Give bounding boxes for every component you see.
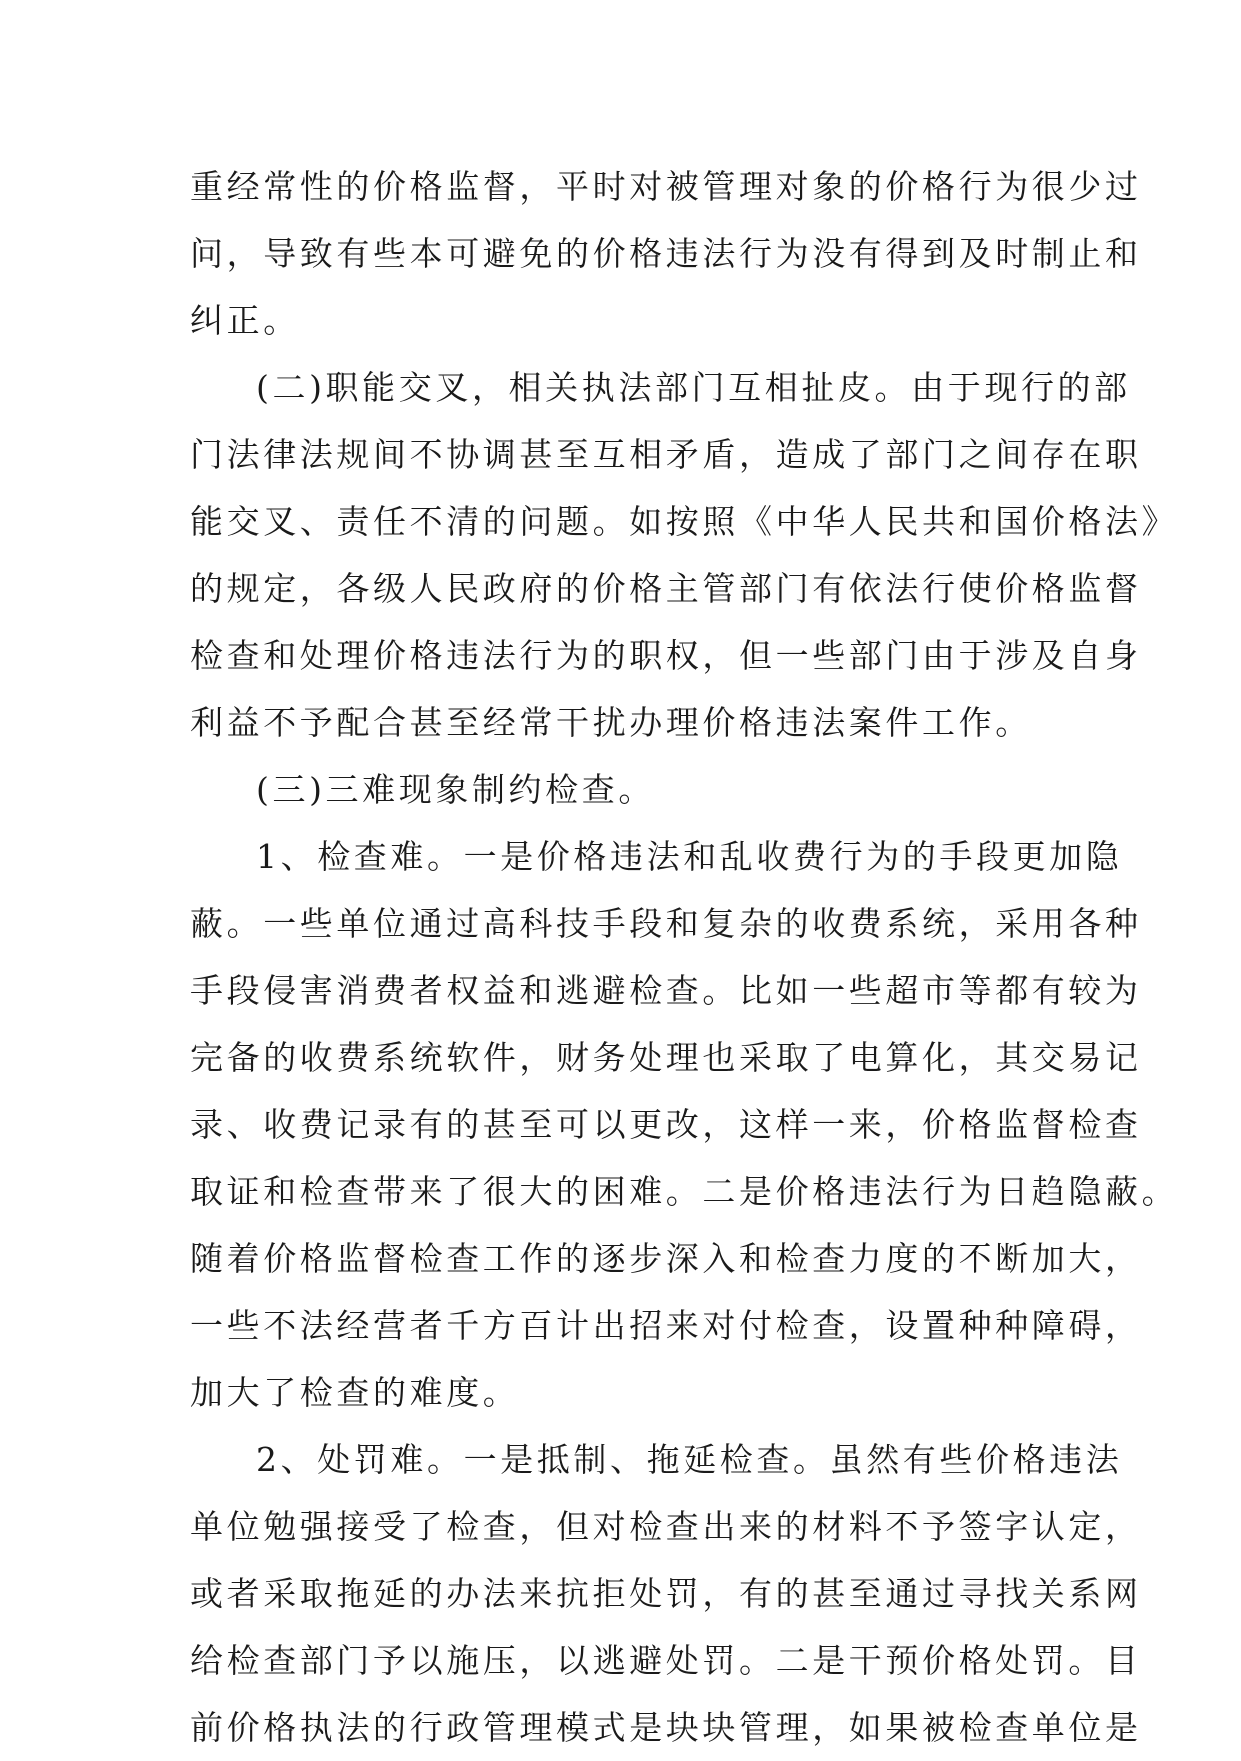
text-line: 利益不予配合甚至经常干扰办理价格违法案件工作。	[190, 703, 1032, 742]
text-line: 一些不法经营者千方百计出招来对付检查，设置种种障碍，	[190, 1306, 1142, 1345]
text-line: 纠正。	[190, 301, 300, 340]
text-line: 单位勉强接受了检查，但对检查出来的材料不予签字认定，	[190, 1507, 1142, 1546]
text-line: (二)职能交叉，相关执法部门互相扯皮。由于现行的部	[256, 368, 1131, 407]
text-line: 手段侵害消费者权益和逃避检查。比如一些超市等都有较为	[190, 971, 1142, 1010]
text-line: 录、收费记录有的甚至可以更改，这样一来，价格监督检查	[190, 1105, 1142, 1144]
text-line: 给检查部门予以施压，以逃避处罚。二是干预价格处罚。目	[190, 1641, 1142, 1680]
text-line: 随着价格监督检查工作的逐步深入和检查力度的不断加大，	[190, 1239, 1142, 1278]
text-line: 问，导致有些本可避免的价格违法行为没有得到及时制止和	[190, 234, 1142, 273]
text-line: 检查和处理价格违法行为的职权，但一些部门由于涉及自身	[190, 636, 1142, 675]
text-line: 重经常性的价格监督，平时对被管理对象的价格行为很少过	[190, 167, 1142, 206]
text-line: 或者采取拖延的办法来抗拒处罚，有的甚至通过寻找关系网	[190, 1574, 1142, 1613]
document-body	[190, 153, 1179, 1761]
text-line: (三)三难现象制约检查。	[256, 770, 655, 809]
text-line: 加大了检查的难度。	[190, 1373, 520, 1412]
text-line: 1、检查难。一是价格违法和乱收费行为的手段更加隐	[256, 837, 1123, 876]
text-line: 能交叉、责任不清的问题。如按照《中华人民共和国价格法》	[190, 502, 1179, 541]
text-line: 蔽。一些单位通过高科技手段和复杂的收费系统，采用各种	[190, 904, 1142, 943]
text-line: 取证和检查带来了很大的困难。二是价格违法行为日趋隐蔽。	[190, 1172, 1179, 1211]
text-line: 2、处罚难。一是抵制、拖延检查。虽然有些价格违法	[256, 1440, 1123, 1479]
text-line: 完备的收费系统软件，财务处理也采取了电算化，其交易记	[190, 1038, 1142, 1077]
text-line: 前价格执法的行政管理模式是块块管理，如果被检查单位是	[190, 1708, 1142, 1747]
text-line: 门法律法规间不协调甚至互相矛盾，造成了部门之间存在职	[190, 435, 1142, 474]
text-line: 的规定，各级人民政府的价格主管部门有依法行使价格监督	[190, 569, 1142, 608]
